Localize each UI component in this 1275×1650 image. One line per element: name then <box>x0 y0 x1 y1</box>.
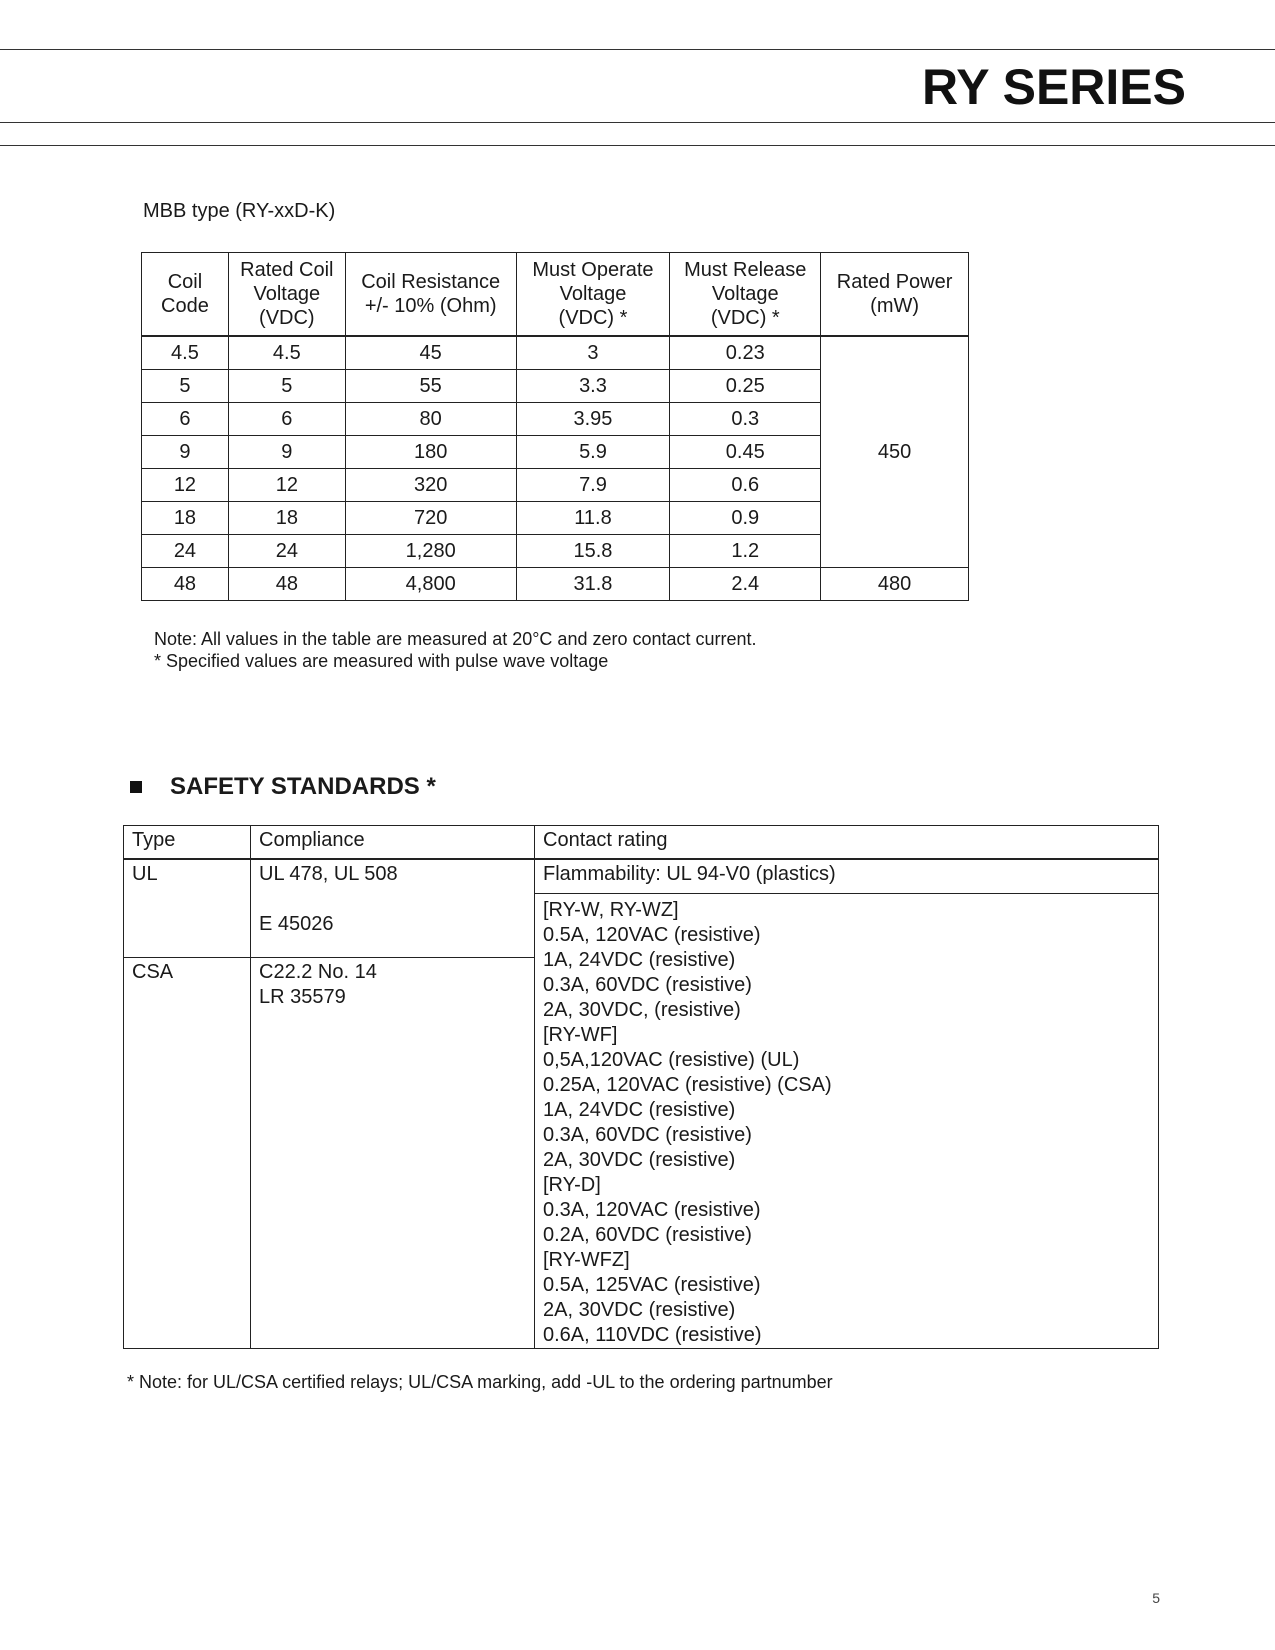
coil-table-cell: 6 <box>228 403 345 436</box>
contact-rating-line: [RY-W, RY-WZ] <box>543 899 679 921</box>
contact-rating-line: [RY-WF] <box>543 1024 618 1046</box>
header-rule-top <box>0 49 1275 50</box>
csa-compliance <box>251 958 535 1349</box>
contact-rating-line: 0.5A, 120VAC (resistive) <box>543 924 761 946</box>
coil-table-cell: 0.6 <box>670 469 821 502</box>
contact-rating-line: 0.5A, 125VAC (resistive) <box>543 1274 761 1296</box>
header-coil-code: Coil Code <box>142 253 229 337</box>
coil-table-cell: 5.9 <box>516 436 670 469</box>
ul-type: UL <box>124 859 251 958</box>
safety-header-row <box>124 826 1159 860</box>
coil-table-header-row <box>142 253 969 337</box>
safety-row-ul <box>124 859 1159 894</box>
coil-table-cell: 720 <box>345 502 516 535</box>
coil-table-cell: 4.5 <box>142 336 229 370</box>
coil-table-cell: 0.45 <box>670 436 821 469</box>
coil-table-notes <box>154 628 757 672</box>
safety-header-compliance: Compliance <box>251 826 535 860</box>
coil-table-cell: 9 <box>142 436 229 469</box>
coil-table-cell: 0.9 <box>670 502 821 535</box>
series-title: RY SERIES <box>922 59 1186 115</box>
contact-rating-line: 0.25A, 120VAC (resistive) (CSA) <box>543 1074 832 1096</box>
coil-table-cell: 55 <box>345 370 516 403</box>
ul-file-number: E 45026 <box>259 913 334 935</box>
coil-table-cell: 31.8 <box>516 568 670 601</box>
safety-header-type: Type <box>124 826 251 860</box>
coil-table-cell: 6 <box>142 403 229 436</box>
coil-table-cell: 9 <box>228 436 345 469</box>
coil-table-row <box>142 568 969 601</box>
contact-rating-line: 0,5A,120VAC (resistive) (UL) <box>543 1049 800 1071</box>
note-pulse-wave: * Specified values are measured with pulse wave voltage <box>154 651 609 671</box>
csa-type: CSA <box>124 958 251 1349</box>
contact-rating-line: 2A, 30VDC, (resistive) <box>543 999 741 1021</box>
contact-rating-line: 1A, 24VDC (resistive) <box>543 1099 736 1121</box>
ul-compliance <box>251 859 535 958</box>
note-measurement: Note: All values in the table are measured at 20°C and zero contact current. <box>154 629 757 649</box>
coil-table-cell: 1,280 <box>345 535 516 568</box>
coil-table-cell: 0.25 <box>670 370 821 403</box>
coil-table-cell: 12 <box>142 469 229 502</box>
safety-standards-heading <box>130 773 436 801</box>
coil-table-cell: 18 <box>142 502 229 535</box>
coil-table-cell: 3 <box>516 336 670 370</box>
coil-table-cell: 180 <box>345 436 516 469</box>
contact-rating-line: [RY-WFZ] <box>543 1249 630 1271</box>
coil-table-cell: 24 <box>228 535 345 568</box>
rated-power-merged-cell: 450 <box>821 336 969 568</box>
coil-table-cell: 4,800 <box>345 568 516 601</box>
coil-table-cell: 48 <box>228 568 345 601</box>
coil-table-cell: 320 <box>345 469 516 502</box>
rated-power-last-cell: 480 <box>821 568 969 601</box>
contact-rating-line: 0.6A, 110VDC (resistive) <box>543 1324 762 1346</box>
header-must-release-voltage: Must Release Voltage (VDC) * <box>670 253 821 337</box>
coil-table-cell: 3.95 <box>516 403 670 436</box>
coil-table-cell: 0.3 <box>670 403 821 436</box>
contact-rating-line: 2A, 30VDC (resistive) <box>543 1299 736 1321</box>
contact-rating-list <box>535 894 1159 1349</box>
coil-table-cell: 0.23 <box>670 336 821 370</box>
coil-table-cell: 18 <box>228 502 345 535</box>
ul-standard: UL 478, UL 508 <box>259 863 398 885</box>
coil-table-cell: 11.8 <box>516 502 670 535</box>
coil-table-cell: 4.5 <box>228 336 345 370</box>
contact-rating-line: 1A, 24VDC (resistive) <box>543 949 736 971</box>
coil-table-cell: 5 <box>142 370 229 403</box>
page-number: 5 <box>1152 1590 1160 1606</box>
safety-header-contact: Contact rating <box>535 826 1159 860</box>
square-bullet-icon <box>130 781 142 793</box>
header-rule-bottom <box>0 122 1275 123</box>
coil-table-cell: 15.8 <box>516 535 670 568</box>
safety-standards-table <box>123 825 1159 1349</box>
contact-rating-line: 0.3A, 120VAC (resistive) <box>543 1199 761 1221</box>
coil-table-cell: 7.9 <box>516 469 670 502</box>
mbb-table-caption: MBB type (RY-xxD-K) <box>143 200 336 222</box>
contact-rating-line: 0.3A, 60VDC (resistive) <box>543 1124 752 1146</box>
header-must-operate-voltage: Must Operate Voltage (VDC) * <box>516 253 670 337</box>
header-coil-resistance: Coil Resistance +/- 10% (Ohm) <box>345 253 516 337</box>
contact-rating-line: 0.2A, 60VDC (resistive) <box>543 1224 752 1246</box>
contact-rating-line: 2A, 30VDC (resistive) <box>543 1149 736 1171</box>
coil-table-row <box>142 336 969 370</box>
coil-table-cell: 24 <box>142 535 229 568</box>
csa-standard: C22.2 No. 14 <box>259 961 377 983</box>
contact-rating-line: 0.3A, 60VDC (resistive) <box>543 974 752 996</box>
coil-table-cell: 45 <box>345 336 516 370</box>
contact-rating-line: [RY-D] <box>543 1174 601 1196</box>
coil-table-cell: 5 <box>228 370 345 403</box>
coil-table-cell: 1.2 <box>670 535 821 568</box>
coil-table-cell: 48 <box>142 568 229 601</box>
coil-table-cell: 3.3 <box>516 370 670 403</box>
coil-table-cell: 80 <box>345 403 516 436</box>
safety-heading-text: SAFETY STANDARDS * <box>170 773 436 800</box>
coil-table-cell: 12 <box>228 469 345 502</box>
header-rated-power: Rated Power (mW) <box>821 253 969 337</box>
coil-spec-table <box>141 252 969 601</box>
flammability-rating: Flammability: UL 94-V0 (plastics) <box>535 859 1159 894</box>
coil-table-cell: 2.4 <box>670 568 821 601</box>
csa-file-number: LR 35579 <box>259 986 346 1008</box>
header-rule-secondary <box>0 145 1275 146</box>
safety-footnote: * Note: for UL/CSA certified relays; UL/CSA marking, add -UL to the ordering partnumber <box>127 1372 833 1392</box>
header-rated-coil-voltage: Rated Coil Voltage (VDC) <box>228 253 345 337</box>
